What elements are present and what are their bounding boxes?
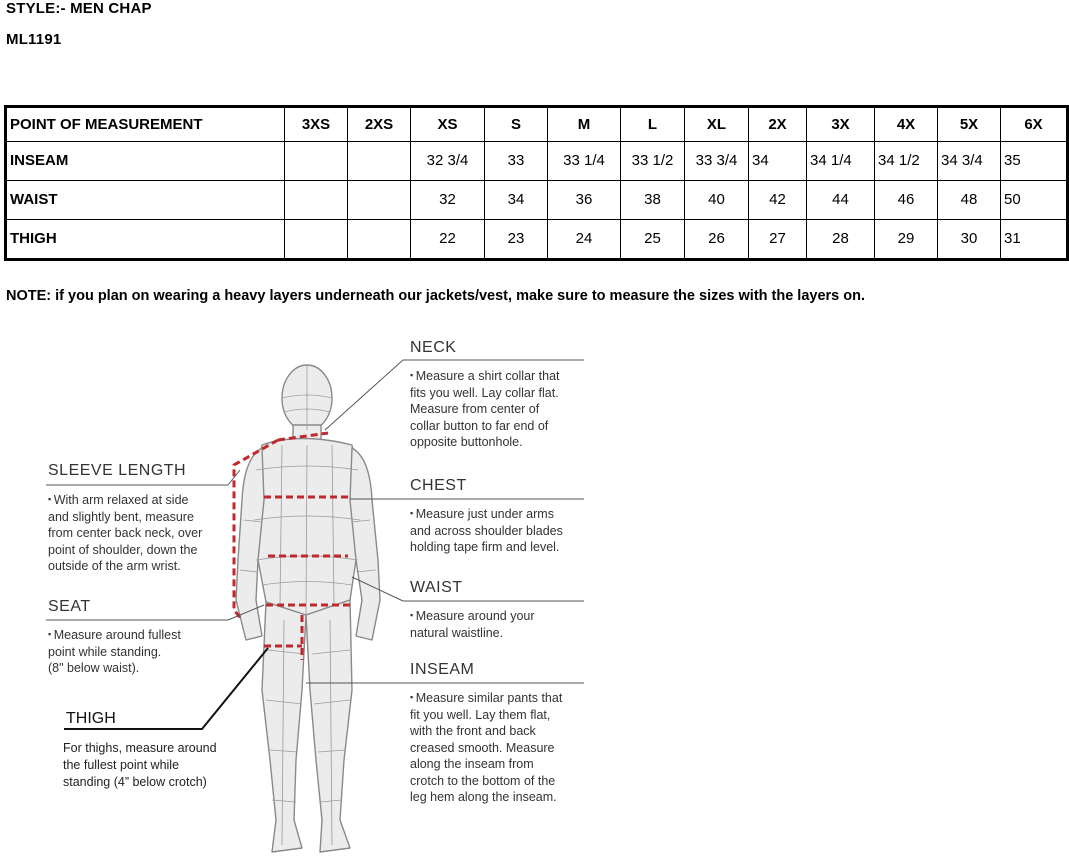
inseam-text: ▪ Measure similar pants that fit you well. Lay them flat, with the front and back creased smooth. Measure along the inseam from crotch to the bottom of the leg hem along the inseam. — [410, 689, 562, 806]
table-cell: 30 — [938, 219, 1001, 259]
neck-title: NECK — [410, 339, 457, 356]
table-cell: 24 — [548, 219, 621, 259]
table-cell: 32 3/4 — [411, 141, 485, 180]
table-cell: 31 — [1001, 219, 1068, 259]
inseam-title: INSEAM — [410, 661, 475, 678]
sleeve-length-text: ▪ With arm relaxed at side and slightly bent, measure from center back neck, over point of shoulder, down the outside of the arm wrist. — [48, 491, 202, 575]
row-label: WAIST — [6, 180, 285, 219]
table-cell: 34 1/4 — [807, 141, 875, 180]
header-size: 3X — [807, 107, 875, 142]
header-size: 4X — [875, 107, 938, 142]
mannequin-figure — [236, 365, 380, 852]
style-title: STYLE:- MEN CHAP — [6, 0, 152, 17]
table-cell: 44 — [807, 180, 875, 219]
seat-text: ▪ Measure around fullest point while standing. (8" below waist). — [48, 626, 181, 677]
row-label: INSEAM — [6, 141, 285, 180]
header-size: S — [485, 107, 548, 142]
table-cell: 46 — [875, 180, 938, 219]
waist-text: ▪ Measure around your natural waistline. — [410, 607, 535, 641]
header-size: XL — [685, 107, 749, 142]
header-size: M — [548, 107, 621, 142]
table-cell: 42 — [749, 180, 807, 219]
row-label: THIGH — [6, 219, 285, 259]
table-cell: 40 — [685, 180, 749, 219]
header-size: 6X — [1001, 107, 1068, 142]
table-cell: 33 3/4 — [685, 141, 749, 180]
style-code: ML1191 — [6, 31, 62, 48]
table-cell: 34 — [485, 180, 548, 219]
table-cell: 36 — [548, 180, 621, 219]
table-cell: 32 — [411, 180, 485, 219]
table-cell: 23 — [485, 219, 548, 259]
header-point-of-measurement: POINT OF MEASUREMENT — [6, 107, 285, 142]
table-cell: 33 1/4 — [548, 141, 621, 180]
header-size: 2XS — [348, 107, 411, 142]
table-cell: 33 — [485, 141, 548, 180]
header-size: 5X — [938, 107, 1001, 142]
table-cell: 26 — [685, 219, 749, 259]
header-size: XS — [411, 107, 485, 142]
table-cell: 38 — [621, 180, 685, 219]
header-size: 3XS — [285, 107, 348, 142]
table-cell: 48 — [938, 180, 1001, 219]
header-size: L — [621, 107, 685, 142]
chest-text: ▪ Measure just under arms and across shoulder blades holding tape firm and level. — [410, 505, 563, 556]
table-cell: 27 — [749, 219, 807, 259]
table-cell: 28 — [807, 219, 875, 259]
table-cell: 35 — [1001, 141, 1068, 180]
neck-text: ▪ Measure a shirt collar that fits you well. Lay collar flat. Measure from center of collar button to far end of opposite buttonhole. — [410, 367, 560, 451]
table-cell: 50 — [1001, 180, 1068, 219]
header-size: 2X — [749, 107, 807, 142]
thigh-title: THIGH — [66, 710, 116, 727]
table-cell: 29 — [875, 219, 938, 259]
table-cell: 34 1/2 — [875, 141, 938, 180]
waist-title: WAIST — [410, 579, 463, 596]
table-cell: 33 1/2 — [621, 141, 685, 180]
thigh-text: For thighs, measure around the fullest point while standing (4” below crotch) — [63, 741, 217, 789]
table-cell: 34 — [749, 141, 807, 180]
layering-note: NOTE: if you plan on wearing a heavy layers underneath our jackets/vest, make sure to measure the sizes with the layers on. — [6, 288, 866, 304]
table-cell: 22 — [411, 219, 485, 259]
table-cell: 25 — [621, 219, 685, 259]
table-cell: 34 3/4 — [938, 141, 1001, 180]
sleeve-length-title: SLEEVE LENGTH — [48, 462, 187, 479]
seat-title: SEAT — [48, 598, 91, 615]
chest-title: CHEST — [410, 477, 467, 494]
